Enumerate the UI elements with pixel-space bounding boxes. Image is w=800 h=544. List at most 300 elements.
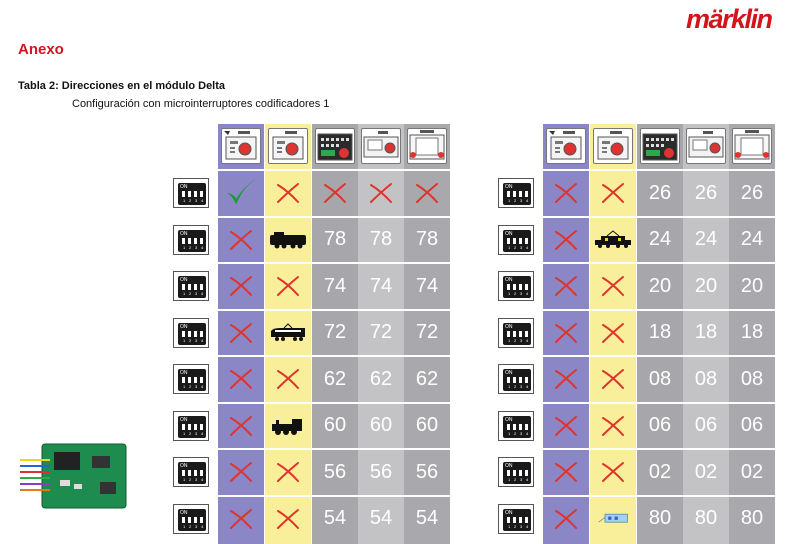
address-number: 80 <box>648 507 672 529</box>
dip-switch-lever <box>200 284 203 290</box>
address-value <box>683 264 729 308</box>
dip-switch-number: 3 <box>520 477 523 482</box>
address-value <box>729 404 775 448</box>
dip-switch-number: 4 <box>526 198 529 203</box>
dip-switch-number: 1 <box>183 198 186 203</box>
not-applicable-cross-icon <box>590 264 636 308</box>
dip-switch-on-label: ON <box>180 323 188 330</box>
not-applicable-cross-icon <box>218 450 264 494</box>
address-value <box>358 264 404 308</box>
dip-switch-number: 4 <box>526 430 529 436</box>
dip-switch-on-label: ON <box>180 230 188 237</box>
address-table-left <box>173 124 463 544</box>
address-value <box>729 264 775 308</box>
address-number: 02 <box>648 460 672 483</box>
dip-switch-number: 2 <box>514 384 517 389</box>
dip-switch-number: 1 <box>508 384 511 389</box>
dip-switch-number: 4 <box>201 337 204 343</box>
address-value <box>683 404 729 448</box>
section-title: Anexo <box>18 41 64 58</box>
dip-switch-number: 3 <box>195 291 198 296</box>
dip-switch-number: 2 <box>514 430 517 436</box>
dip-switch-number: 2 <box>189 384 192 389</box>
dip-switch-lever <box>194 517 197 523</box>
address-number: 08 <box>648 367 672 390</box>
dip-switch-lever <box>182 191 185 197</box>
address-number: 18 <box>648 321 672 343</box>
dip-switch-number: 4 <box>201 384 204 389</box>
dip-switch-number: 3 <box>195 198 198 203</box>
dip-switch-number: 4 <box>526 384 529 389</box>
dip-switch-lever <box>525 470 528 476</box>
dip-switch-number: 2 <box>189 523 192 529</box>
address-value <box>404 264 450 308</box>
dip-switch-on-label: ON <box>505 184 513 190</box>
dip-switch-lever <box>525 238 528 244</box>
address-value <box>637 450 683 494</box>
dip-switch-number: 1 <box>183 337 186 343</box>
address-number: 60 <box>323 414 347 436</box>
dip-switch-on-label: ON <box>505 416 513 423</box>
not-applicable-cross-icon <box>543 357 589 401</box>
address-number: 72 <box>369 321 393 343</box>
dip-switch-on-label: ON <box>180 370 188 376</box>
address-number: 24 <box>694 228 718 250</box>
address-number: 20 <box>648 274 672 297</box>
dip-switch-number: 2 <box>514 523 517 529</box>
not-applicable-cross-icon <box>218 404 264 448</box>
address-value <box>312 357 358 401</box>
dip-switch-lever <box>525 191 528 197</box>
dip-switch-lever <box>525 377 528 383</box>
dip-switch-number: 2 <box>514 477 517 482</box>
dip-switch-number: 1 <box>183 523 186 529</box>
dip-switch-number: 2 <box>189 291 192 296</box>
address-number: 60 <box>369 414 393 436</box>
address-value <box>358 311 404 355</box>
dip-switch-lever <box>194 238 197 244</box>
address-value <box>312 404 358 448</box>
dip-switch-number: 3 <box>195 244 198 250</box>
dip-switch-number: 2 <box>514 244 517 250</box>
dip-switch-number: 1 <box>183 430 186 436</box>
dip-switch-lever <box>188 470 191 476</box>
dip-switch-number: 2 <box>514 198 517 203</box>
dip-switch-number: 1 <box>183 477 186 482</box>
address-value <box>404 450 450 494</box>
dip-switch-lever <box>182 424 185 430</box>
loco-electric-icon <box>265 311 311 355</box>
dip-switch-number: 1 <box>508 477 511 482</box>
address-value <box>312 311 358 355</box>
address-value <box>404 404 450 448</box>
dip-switch-number: 3 <box>520 244 523 250</box>
dip-switch-lever <box>194 284 197 290</box>
dip-switch-image <box>498 411 534 441</box>
address-number: 56 <box>323 460 347 483</box>
dip-switch-lever <box>525 284 528 290</box>
not-applicable-cross-icon <box>590 404 636 448</box>
address-number: 78 <box>323 228 347 250</box>
dip-switch-image <box>173 225 209 255</box>
dip-switch-number: 3 <box>195 477 198 482</box>
dip-switch-lever <box>194 470 197 476</box>
address-value <box>729 311 775 355</box>
dip-switch-image <box>173 364 209 394</box>
dip-switch-number: 2 <box>514 291 517 296</box>
address-value <box>683 450 729 494</box>
dip-switch-number: 1 <box>508 523 511 529</box>
dip-switch-lever <box>519 377 522 383</box>
address-number: 56 <box>369 460 393 483</box>
dip-switch-on-label: ON <box>505 277 513 283</box>
delta-pilot-icon <box>593 128 633 164</box>
address-value <box>312 264 358 308</box>
dip-switch-lever <box>200 331 203 337</box>
dip-switch-number: 1 <box>508 430 511 436</box>
address-value <box>404 218 450 262</box>
address-value <box>312 450 358 494</box>
address-number: 74 <box>323 274 347 297</box>
dip-switch-lever <box>194 331 197 337</box>
dip-switch-lever <box>194 377 197 383</box>
address-number: 08 <box>694 367 718 390</box>
address-number: 72 <box>415 321 439 343</box>
dip-switch-lever <box>513 238 516 244</box>
dip-switch-lever <box>519 284 522 290</box>
dip-switch-number: 4 <box>201 477 204 482</box>
address-number: 62 <box>415 367 439 390</box>
address-number: 26 <box>740 181 764 204</box>
dip-switch-number: 2 <box>189 430 192 436</box>
dip-switch-image <box>498 178 534 208</box>
dip-switch-lever <box>200 377 203 383</box>
address-number: 72 <box>323 321 347 343</box>
dip-switch-number: 3 <box>195 337 198 343</box>
delta-module-board-image <box>20 438 130 512</box>
not-applicable-cross-icon <box>543 497 589 541</box>
address-number: 18 <box>694 321 718 343</box>
delta-control-icon <box>546 128 586 164</box>
address-value <box>637 497 683 541</box>
dip-switch-number: 2 <box>189 337 192 343</box>
dip-switch-image <box>498 318 534 348</box>
address-value <box>312 218 358 262</box>
dip-switch-number: 3 <box>520 337 523 343</box>
central-station-icon <box>732 128 772 164</box>
dip-switch-number: 4 <box>201 523 204 529</box>
dip-switch-lever <box>200 424 203 430</box>
address-number: 62 <box>323 367 347 390</box>
dip-switch-number: 1 <box>183 244 186 250</box>
address-value <box>637 311 683 355</box>
dip-switch-number: 2 <box>189 198 192 203</box>
address-number: 20 <box>694 274 718 297</box>
dip-switch-number: 1 <box>183 291 186 296</box>
dip-switch-lever <box>200 470 203 476</box>
dip-switch-image <box>498 364 534 394</box>
dip-switch-image <box>173 504 209 534</box>
dip-switch-lever <box>182 238 185 244</box>
not-applicable-cross-icon <box>358 171 404 215</box>
address-value <box>358 357 404 401</box>
dip-switch-number: 4 <box>526 337 529 343</box>
control-unit-icon <box>315 128 355 164</box>
dip-switch-number: 2 <box>189 477 192 482</box>
dip-switch-number: 3 <box>195 384 198 389</box>
dip-switch-lever <box>525 331 528 337</box>
dip-switch-number: 1 <box>508 291 511 296</box>
address-value <box>358 497 404 541</box>
address-value <box>683 171 729 215</box>
dip-switch-on-label: ON <box>505 323 513 330</box>
address-value <box>637 218 683 262</box>
dip-switch-lever <box>513 377 516 383</box>
dip-switch-image <box>498 504 534 534</box>
not-applicable-cross-icon <box>218 264 264 308</box>
not-applicable-cross-icon <box>265 171 311 215</box>
address-value <box>729 497 775 541</box>
dip-switch-lever <box>513 424 516 430</box>
address-value <box>683 497 729 541</box>
dip-switch-lever <box>519 331 522 337</box>
not-applicable-cross-icon <box>590 311 636 355</box>
address-number: 54 <box>415 507 439 529</box>
dip-switch-lever <box>200 191 203 197</box>
dip-switch-number: 3 <box>195 523 198 529</box>
central-station-icon <box>407 128 447 164</box>
dip-switch-lever <box>507 284 510 290</box>
not-applicable-cross-icon <box>265 357 311 401</box>
address-number: 78 <box>369 228 393 250</box>
address-value <box>637 357 683 401</box>
dip-switch-lever <box>182 331 185 337</box>
dip-switch-lever <box>513 470 516 476</box>
dip-switch-number: 4 <box>201 291 204 296</box>
dip-switch-number: 3 <box>520 384 523 389</box>
checkmark-icon <box>218 171 264 215</box>
address-value <box>729 218 775 262</box>
address-number: 26 <box>694 181 718 204</box>
dip-switch-number: 3 <box>520 430 523 436</box>
dip-switch-number: 1 <box>508 198 511 203</box>
address-value <box>683 357 729 401</box>
dip-switch-lever <box>507 191 510 197</box>
dip-switch-lever <box>513 284 516 290</box>
address-table-right <box>498 124 788 544</box>
dip-switch-number: 4 <box>201 198 204 203</box>
not-applicable-cross-icon <box>590 357 636 401</box>
address-value <box>404 311 450 355</box>
address-number: 56 <box>415 460 439 483</box>
address-number: 62 <box>369 367 393 390</box>
address-value <box>637 404 683 448</box>
not-applicable-cross-icon <box>404 171 450 215</box>
dip-module-icon <box>590 497 636 541</box>
dip-switch-lever <box>507 424 510 430</box>
dip-switch-number: 1 <box>183 384 186 389</box>
dip-switch-number: 4 <box>201 244 204 250</box>
address-value <box>683 311 729 355</box>
dip-switch-lever <box>188 238 191 244</box>
mobile-station-icon <box>686 128 726 164</box>
dip-switch-lever <box>519 424 522 430</box>
address-number: 06 <box>648 414 672 436</box>
address-value <box>729 357 775 401</box>
address-value <box>358 218 404 262</box>
address-value <box>729 171 775 215</box>
dip-switch-lever <box>188 284 191 290</box>
address-number: 74 <box>415 274 439 297</box>
dip-switch-number: 2 <box>514 337 517 343</box>
address-number: 24 <box>740 228 764 250</box>
not-applicable-cross-icon <box>265 450 311 494</box>
dip-switch-number: 1 <box>508 337 511 343</box>
dip-switch-lever <box>200 238 203 244</box>
not-applicable-cross-icon <box>590 171 636 215</box>
not-applicable-cross-icon <box>265 264 311 308</box>
dip-switch-image <box>498 271 534 301</box>
dip-switch-number: 3 <box>195 430 198 436</box>
not-applicable-cross-icon <box>543 404 589 448</box>
dip-switch-lever <box>188 191 191 197</box>
dip-switch-lever <box>194 191 197 197</box>
address-number: 54 <box>369 507 393 529</box>
not-applicable-cross-icon <box>590 450 636 494</box>
address-number: 08 <box>740 367 764 390</box>
dip-switch-lever <box>519 238 522 244</box>
dip-switch-lever <box>188 377 191 383</box>
delta-pilot-icon <box>268 128 308 164</box>
dip-switch-lever <box>507 517 510 523</box>
dip-switch-on-label: ON <box>505 370 513 376</box>
address-number: 26 <box>648 181 672 204</box>
table-caption: Tabla 2: Direcciones en el módulo Delta <box>18 80 226 92</box>
address-number: 74 <box>369 274 393 297</box>
address-value <box>683 218 729 262</box>
dip-switch-lever <box>513 191 516 197</box>
dip-switch-lever <box>507 331 510 337</box>
loco-diesel-icon <box>265 218 311 262</box>
dip-switch-image <box>498 457 534 487</box>
dip-switch-lever <box>513 331 516 337</box>
address-value <box>404 497 450 541</box>
dip-switch-number: 4 <box>526 291 529 296</box>
address-number: 02 <box>740 460 764 483</box>
address-value <box>637 171 683 215</box>
dip-switch-lever <box>519 517 522 523</box>
address-value <box>358 450 404 494</box>
address-number: 06 <box>694 414 718 436</box>
address-number: 06 <box>740 414 764 436</box>
dip-switch-lever <box>182 377 185 383</box>
address-number: 02 <box>694 460 718 483</box>
not-applicable-cross-icon <box>543 171 589 215</box>
address-value <box>729 450 775 494</box>
delta-control-icon <box>221 128 261 164</box>
address-value <box>404 357 450 401</box>
dip-switch-number: 4 <box>526 477 529 482</box>
not-applicable-cross-icon <box>543 264 589 308</box>
not-applicable-cross-icon <box>218 497 264 541</box>
dip-switch-lever <box>188 424 191 430</box>
dip-switch-lever <box>525 424 528 430</box>
loco-steam-icon <box>265 404 311 448</box>
address-number: 20 <box>740 274 764 297</box>
address-number: 54 <box>323 507 347 529</box>
dip-switch-on-label: ON <box>180 463 188 469</box>
dip-switch-lever <box>182 517 185 523</box>
not-applicable-cross-icon <box>218 218 264 262</box>
dip-switch-image <box>173 271 209 301</box>
dip-switch-number: 4 <box>201 430 204 436</box>
address-number: 18 <box>740 321 764 343</box>
not-applicable-cross-icon <box>543 311 589 355</box>
dip-switch-lever <box>507 470 510 476</box>
dip-switch-lever <box>519 191 522 197</box>
dip-switch-lever <box>194 424 197 430</box>
configuration-label: Configuración con microinterruptores codificadores 1 <box>72 98 330 110</box>
dip-switch-number: 3 <box>520 291 523 296</box>
dip-switch-number: 3 <box>520 523 523 529</box>
dip-switch-number: 4 <box>526 523 529 529</box>
dip-switch-on-label: ON <box>505 463 513 469</box>
control-unit-icon <box>640 128 680 164</box>
not-applicable-cross-icon <box>218 357 264 401</box>
address-number: 78 <box>415 228 439 250</box>
dip-switch-lever <box>188 517 191 523</box>
dip-switch-number: 4 <box>526 244 529 250</box>
loco-crocodile-icon <box>590 218 636 262</box>
dip-switch-lever <box>507 238 510 244</box>
address-number: 80 <box>740 507 764 529</box>
dip-switch-on-label: ON <box>180 277 188 283</box>
dip-switch-on-label: ON <box>505 230 513 237</box>
dip-switch-lever <box>188 331 191 337</box>
dip-switch-image <box>173 457 209 487</box>
dip-switch-number: 2 <box>189 244 192 250</box>
dip-switch-lever <box>525 517 528 523</box>
dip-switch-on-label: ON <box>505 509 513 516</box>
dip-switch-image <box>173 411 209 441</box>
not-applicable-cross-icon <box>543 450 589 494</box>
address-number: 80 <box>694 507 718 529</box>
dip-switch-lever <box>513 517 516 523</box>
not-applicable-cross-icon <box>312 171 358 215</box>
dip-switch-number: 3 <box>520 198 523 203</box>
dip-switch-image <box>173 318 209 348</box>
dip-switch-on-label: ON <box>180 509 188 516</box>
dip-switch-image <box>173 178 209 208</box>
address-number: 60 <box>415 414 439 436</box>
address-value <box>312 497 358 541</box>
dip-switch-on-label: ON <box>180 416 188 423</box>
dip-switch-lever <box>507 377 510 383</box>
address-number: 24 <box>648 228 672 250</box>
dip-switch-number: 1 <box>508 244 511 250</box>
dip-switch-lever <box>200 517 203 523</box>
mobile-station-icon <box>361 128 401 164</box>
dip-switch-lever <box>519 470 522 476</box>
dip-switch-image <box>498 225 534 255</box>
dip-switch-lever <box>182 284 185 290</box>
marklin-logo: märklin <box>686 4 772 34</box>
not-applicable-cross-icon <box>265 497 311 541</box>
dip-switch-lever <box>182 470 185 476</box>
not-applicable-cross-icon <box>218 311 264 355</box>
not-applicable-cross-icon <box>543 218 589 262</box>
dip-switch-on-label: ON <box>180 184 188 190</box>
